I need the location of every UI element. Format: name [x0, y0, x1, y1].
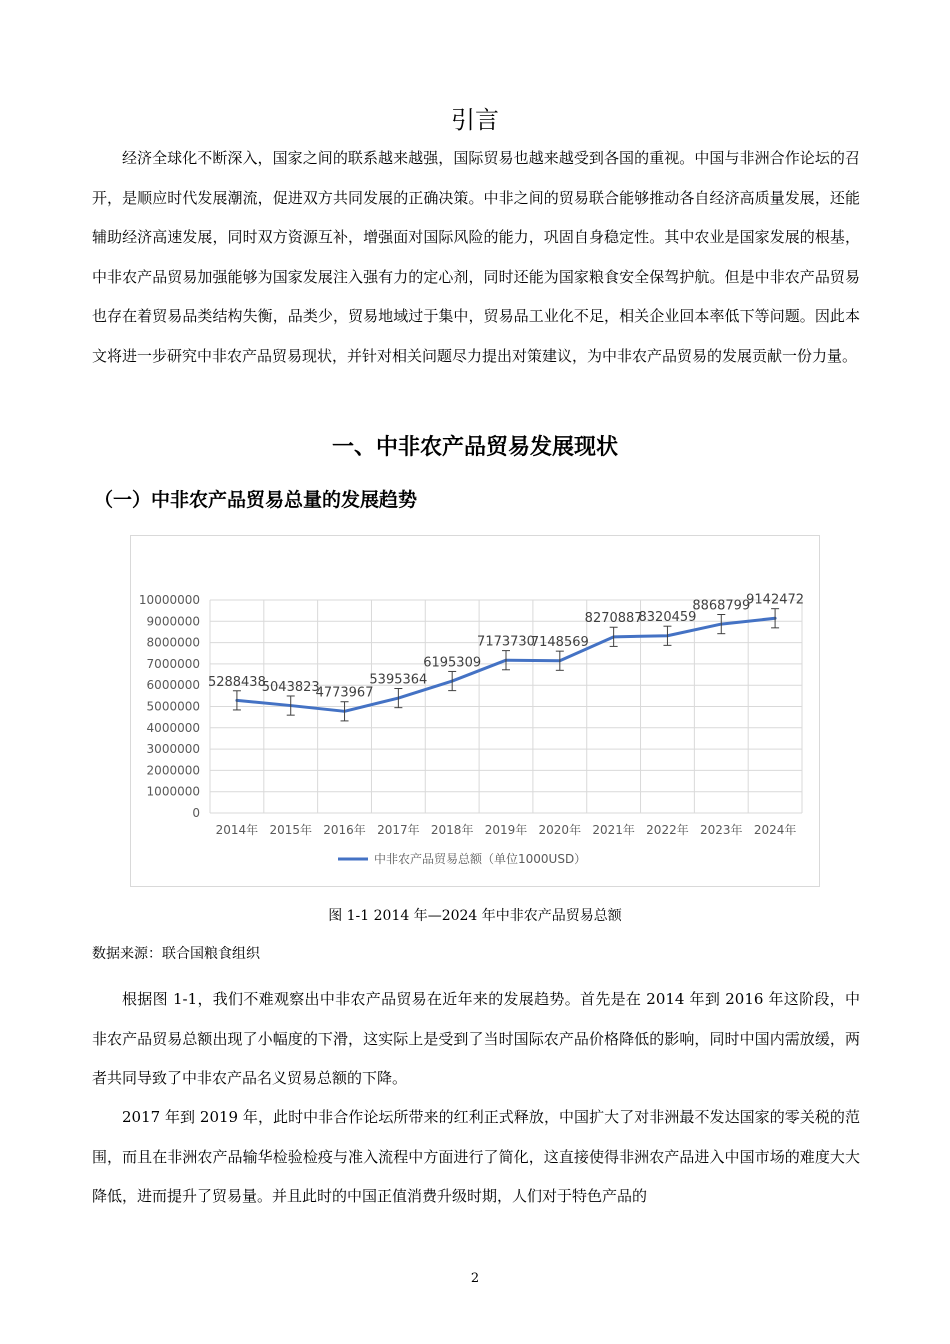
- x-tick-label: 2021年: [592, 823, 635, 837]
- data-source: 数据来源：联合国粮食组织: [92, 946, 260, 962]
- y-tick-label: 1000000: [146, 784, 200, 799]
- data-label: 6195309: [423, 655, 482, 671]
- x-tick-label: 2022年: [646, 823, 689, 837]
- data-label: 7148569: [530, 635, 589, 651]
- legend-label: 中非农产品贸易总额（单位1000USD）: [374, 852, 587, 866]
- y-tick-label: 6000000: [146, 678, 200, 693]
- x-tick-label: 2016年: [323, 823, 366, 837]
- data-label: 8868799: [692, 598, 751, 614]
- intro-title: 引言: [451, 106, 499, 134]
- page-number: 2: [470, 1271, 480, 1286]
- data-label: 7173730: [477, 634, 535, 650]
- analysis-paragraph-2: 2017 年到 2019 年，此时中非合作论坛所带来的红利正式释放，中国扩大了对非洲最不发达国家的零关税的范围，而且在非洲农产品输华检验检疫与准入流程中方面进行了简化，这直接使得非洲农产品进入中国市场的难度大大降低，进而提升了贸易量。并且此时的中国正值消费升级时期，人们对于特色产品的: [92, 1108, 860, 1206]
- data-label: 5395364: [369, 672, 428, 688]
- y-tick-label: 0: [192, 806, 200, 820]
- section-title: 一、中非农产品贸易发展现状: [331, 435, 618, 460]
- x-tick-label: 2017年: [377, 823, 420, 837]
- x-tick-label: 2020年: [538, 823, 582, 837]
- chart-svg: [130, 535, 820, 887]
- figure-caption: 图 1-1 2014 年—2024 年中非农产品贸易总额: [328, 908, 622, 924]
- data-label: 8320459: [638, 610, 697, 626]
- data-label: 5288438: [207, 674, 266, 690]
- intro-paragraph: 经济全球化不断深入，国家之间的联系越来越强，国际贸易也越来越受到各国的重视。中国与非洲合作论坛的召开，是顺应时代发展潮流，促进双方共同发展的正确决策。中非之间的贸易联合能够推动各自经济高质量发展，还能辅助经济高速发展，同时双方资源互补，增强面对国际风险的能力，巩固自身稳定性。其中农业是国家发展的根基，中非农产品贸易加强能够为国家发展注入强有力的定心剂，同时还能为国家粮食安全保驾护航。但是中非农产品贸易也存在着贸易品类结构失衡，品类少，贸易地域过于集中，贸易品工业化不足，相关企业回本率低下等问题。因此本文将进一步研究中非农产品贸易现状，并针对相关问题尽力提出对策建议，为中非农产品贸易的发展贡献一份力量。: [92, 149, 860, 365]
- x-tick-label: 2018年: [430, 823, 474, 837]
- subsection-title: （一）中非农产品贸易总量的发展趋势: [94, 489, 418, 511]
- y-tick-label: 8000000: [146, 635, 200, 650]
- data-label: 9142472: [746, 592, 805, 608]
- analysis-paragraph-1: 根据图 1-1，我们不难观察出中非农产品贸易在近年来的发展趋势。首先是在 2014 年到 2016 年这阶段，中非农产品贸易总额出现了小幅度的下滑，这实际上是受到了当时国际农产品价格降低的影响，同时中国内需放缓，两者共同导致了中非农产品名义贸易总额的下降。: [92, 990, 860, 1088]
- y-tick-label: 10000000: [138, 593, 200, 607]
- y-tick-label: 5000000: [146, 699, 200, 714]
- x-tick-label: 2023年: [699, 823, 743, 837]
- data-label: 4773967: [315, 685, 374, 701]
- y-tick-label: 4000000: [146, 720, 200, 735]
- y-tick-label: 3000000: [146, 742, 200, 757]
- trade-total-chart: [130, 535, 820, 887]
- x-tick-label: 2024年: [753, 823, 797, 837]
- x-tick-label: 2015年: [269, 823, 313, 837]
- data-label: 8270887: [584, 611, 643, 627]
- data-label: 5043823: [261, 679, 320, 695]
- y-tick-label: 9000000: [146, 614, 200, 629]
- x-tick-label: 2014年: [215, 823, 259, 837]
- x-tick-label: 2019年: [484, 823, 528, 837]
- y-tick-label: 7000000: [146, 656, 200, 671]
- y-tick-label: 2000000: [146, 763, 200, 778]
